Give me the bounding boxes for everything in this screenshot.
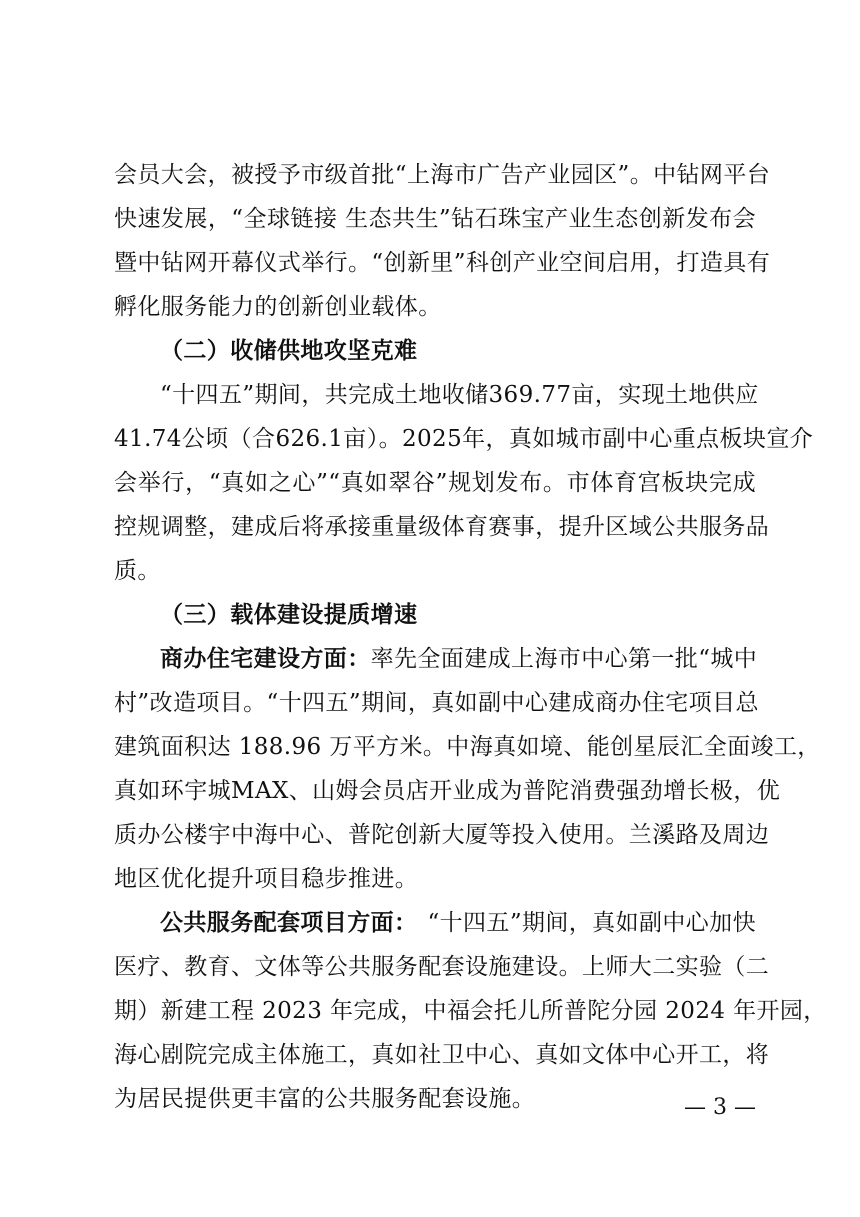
paragraph-line: 地区优化提升项目稳步推进。 <box>114 866 419 892</box>
paragraph-line: 暨中钻网开幕仪式举行。“创新里”科创产业空间启用，打造具有 <box>114 250 771 276</box>
paragraph-line: “十四五”期间，共完成土地收储369.77亩，实现土地供应 <box>160 382 759 408</box>
paragraph-lead: 商办住宅建设方面： <box>160 646 371 672</box>
paragraph-line: 为居民提供更丰富的公共服务配套设施。 <box>114 1086 536 1112</box>
paragraph-line: 海心剧院完成主体施工，真如社卫中心、真如文体中心开工，将 <box>114 1042 770 1068</box>
paragraph-first-line <box>160 644 756 674</box>
section-heading-3: （三）载体建设提质增速 <box>160 602 418 628</box>
paragraph-line: 控规调整，建成后将承接重量级体育赛事，提升区域公共服务品 <box>114 514 770 540</box>
paragraph-line: 会举行，“真如之心”“真如翠谷”规划发布。市体育宫板块完成 <box>114 470 756 496</box>
paragraph-line: 医疗、教育、文体等公共服务配套设施建设。上师大二实验（二 <box>114 954 770 980</box>
paragraph-line: 质。 <box>114 558 161 584</box>
paragraph-line: 建筑面积达 188.96 万平方米。中海真如境、能创星辰汇全面竣工， <box>114 734 821 760</box>
paragraph-line: 村”改造项目。“十四五”期间，真如副中心建成商办住宅项目总 <box>114 690 759 716</box>
paragraph-line: 真如环宇城MAX、山姆会员店开业成为普陀消费强劲增长极，优 <box>114 778 781 804</box>
paragraph-line: 孵化服务能力的创新创业载体。 <box>114 294 442 320</box>
paragraph-line: 会员大会，被授予市级首批“上海市广告产业园区”。中钻网平台 <box>114 162 771 188</box>
paragraph-lead: 公共服务配套项目方面： <box>160 910 418 936</box>
paragraph-first-line <box>160 908 756 938</box>
paragraph-line: “十四五”期间，真如副中心加快 <box>427 910 756 936</box>
paragraph-line: 快速发展，“全球链接 生态共生”钻石珠宝产业生态创新发布会 <box>114 206 756 232</box>
paragraph-line: 质办公楼宇中海中心、普陀创新大厦等投入使用。兰溪路及周边 <box>114 822 770 848</box>
paragraph-line: 率先全面建成上海市中心第一批“城中 <box>370 646 758 672</box>
page-number: — 3 — <box>684 1095 756 1120</box>
paragraph-line: 41.74公顷（合626.1亩）。2025年，真如城市副中心重点板块宣介 <box>114 426 814 452</box>
paragraph-line: 期）新建工程 2023 年完成，中福会托儿所普陀分园 2024 年开园， <box>114 998 827 1024</box>
section-heading-2: （二）收储供地攻坚克难 <box>160 338 418 364</box>
